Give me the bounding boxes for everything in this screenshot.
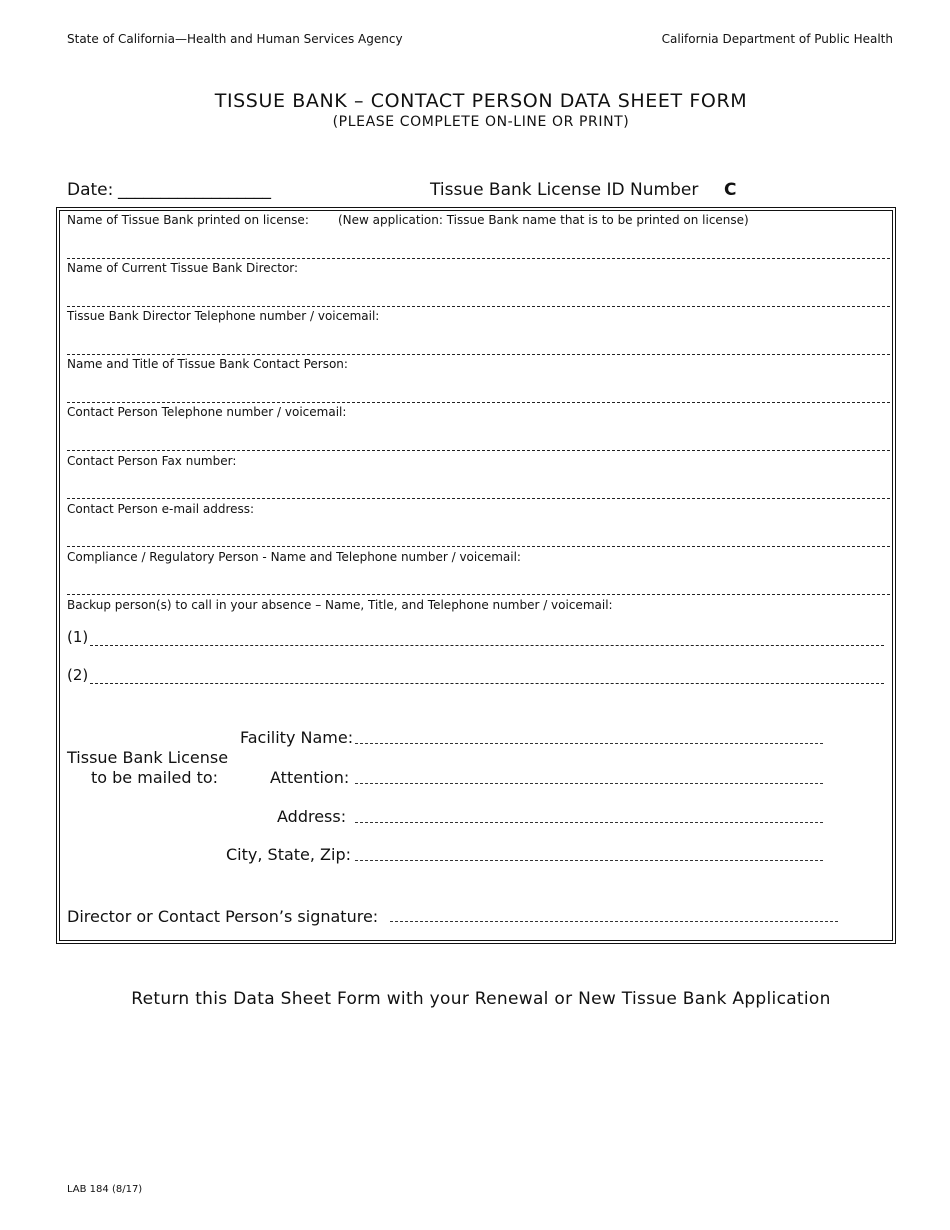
bank-name-label: Name of Tissue Bank printed on license: bbox=[67, 213, 309, 227]
attention-label: Attention: bbox=[270, 768, 350, 787]
date-label: Date: bbox=[67, 180, 114, 200]
license-id-label: Tissue Bank License ID Number bbox=[430, 180, 699, 200]
contact-name-label: Name and Title of Tissue Bank Contact Person: bbox=[67, 357, 348, 371]
city-state-zip-field[interactable] bbox=[355, 860, 823, 861]
department-header: California Department of Public Health bbox=[661, 32, 893, 46]
mail-label-line1: Tissue Bank License bbox=[67, 748, 229, 767]
address-label: Address: bbox=[277, 807, 347, 826]
contact-name-field[interactable] bbox=[67, 402, 890, 403]
director-name-field[interactable] bbox=[67, 306, 890, 307]
facility-field[interactable] bbox=[355, 743, 823, 744]
form-code: LAB 184 (8/17) bbox=[67, 1184, 143, 1195]
backup-item-2-field[interactable] bbox=[90, 683, 884, 684]
return-instruction: Return this Data Sheet Form with your Renewal or New Tissue Bank Application bbox=[131, 989, 831, 1009]
date-field[interactable]: __________________ bbox=[118, 180, 271, 200]
backup-label: Backup person(s) to call in your absence – Name, Title, and Telephone number / voicemail: bbox=[67, 598, 613, 612]
director-name-label: Name of Current Tissue Bank Director: bbox=[67, 261, 299, 275]
backup-item-1-label: (1) bbox=[67, 628, 89, 646]
compliance-label: Compliance / Regulatory Person - Name and Telephone number / voicemail: bbox=[67, 550, 521, 564]
agency-header: State of California—Health and Human Services Agency bbox=[67, 32, 403, 46]
backup-item-1-field[interactable] bbox=[90, 645, 884, 646]
backup-item-2-label: (2) bbox=[67, 666, 89, 684]
bank-name-note: (New application: Tissue Bank name that is to be printed on license) bbox=[338, 213, 749, 227]
contact-email-field[interactable] bbox=[67, 546, 890, 547]
form-subtitle: (PLEASE COMPLETE ON-LINE OR PRINT) bbox=[332, 114, 630, 130]
contact-phone-field[interactable] bbox=[67, 450, 890, 451]
attention-field[interactable] bbox=[355, 783, 823, 784]
city-state-zip-label: City, State, Zip: bbox=[226, 845, 352, 864]
contact-fax-label: Contact Person Fax number: bbox=[67, 454, 237, 468]
director-phone-label: Tissue Bank Director Telephone number / voicemail: bbox=[67, 309, 380, 323]
contact-email-label: Contact Person e-mail address: bbox=[67, 502, 255, 516]
bank-name-field[interactable] bbox=[67, 258, 890, 259]
mail-label-line2: to be mailed to: bbox=[91, 768, 219, 787]
license-id-prefix: C bbox=[724, 180, 737, 200]
compliance-field[interactable] bbox=[67, 594, 890, 595]
contact-fax-field[interactable] bbox=[67, 498, 890, 499]
facility-label: Facility Name: bbox=[240, 728, 354, 747]
signature-label: Director or Contact Person’s signature: bbox=[67, 907, 379, 926]
contact-phone-label: Contact Person Telephone number / voicemail: bbox=[67, 405, 347, 419]
director-phone-field[interactable] bbox=[67, 354, 890, 355]
signature-field[interactable] bbox=[390, 921, 838, 922]
address-field[interactable] bbox=[355, 822, 823, 823]
form-title: TISSUE BANK – CONTACT PERSON DATA SHEET FORM bbox=[214, 90, 748, 112]
